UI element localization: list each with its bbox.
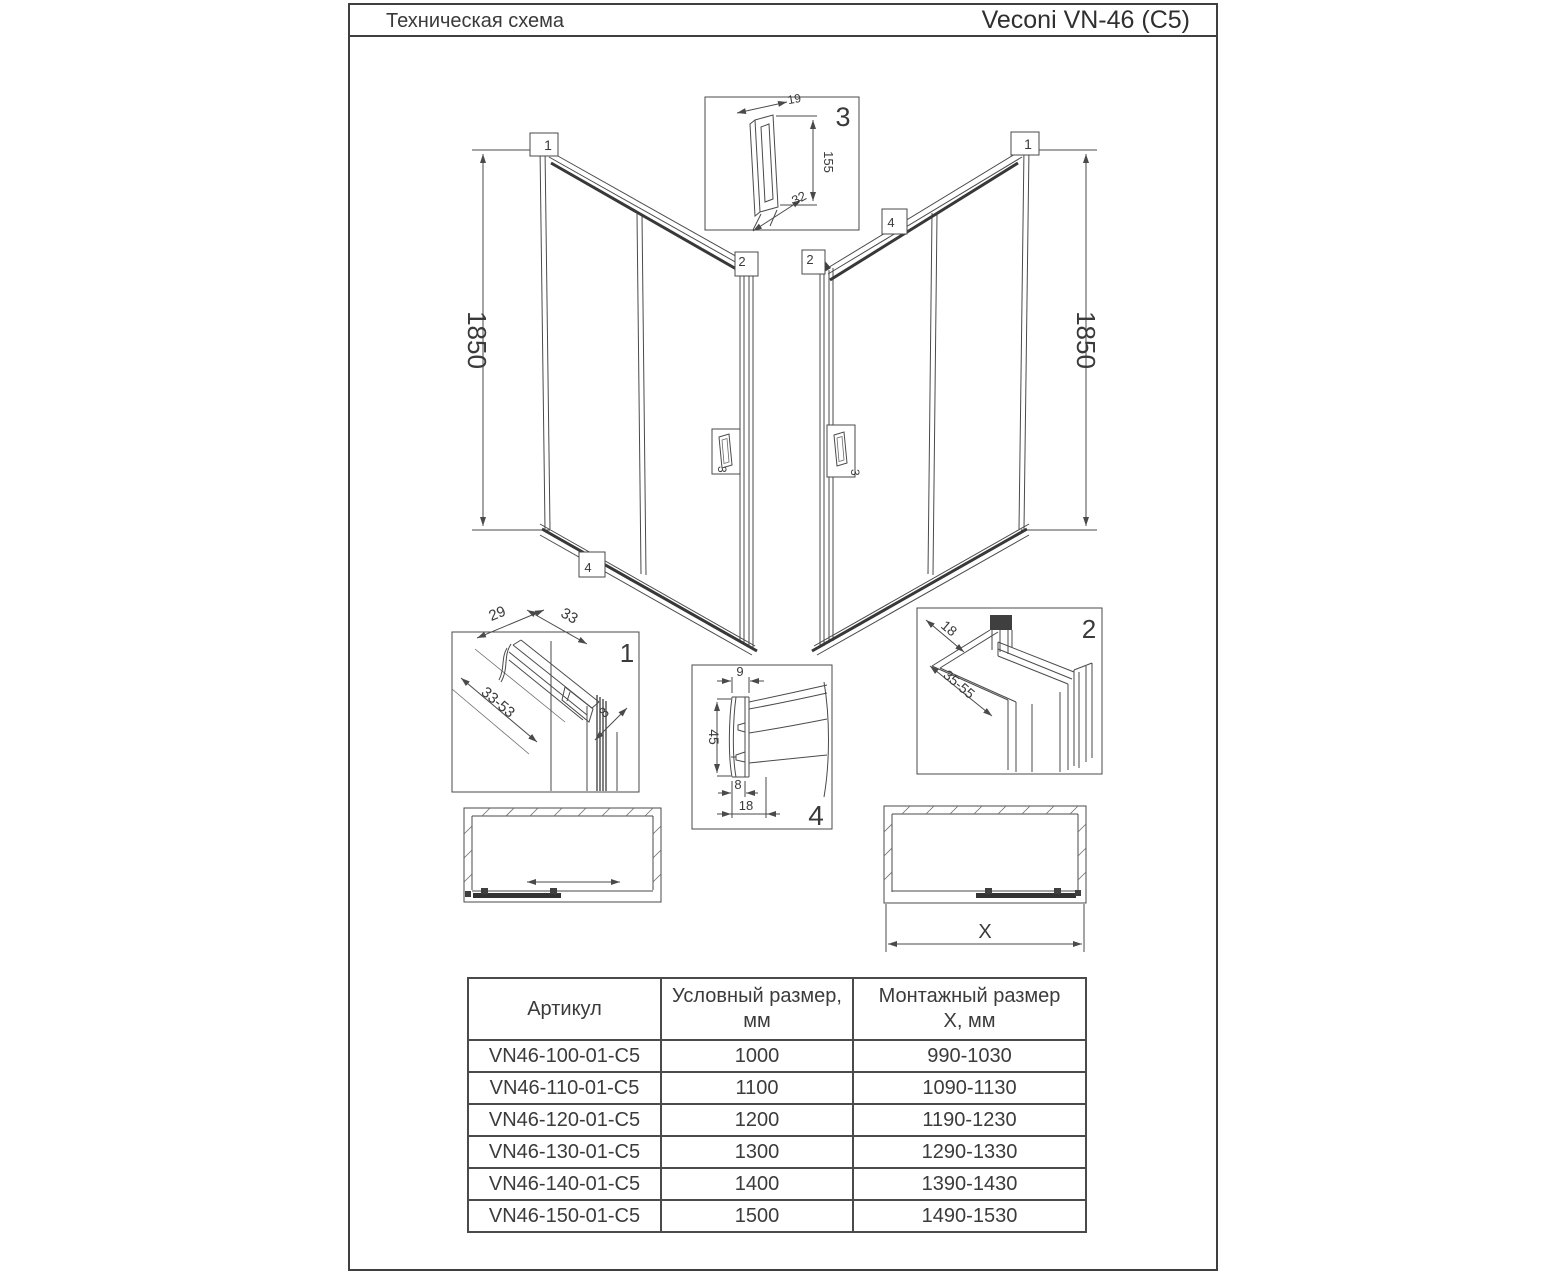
sliding-door [892, 888, 1081, 896]
cell-size: 1100 [661, 1072, 853, 1104]
cell-article: VN46-140-01-C5 [468, 1168, 661, 1200]
col-header-article: Артикул [468, 978, 661, 1040]
cell-mount: 990-1030 [853, 1040, 1086, 1072]
table-row [468, 1104, 1086, 1136]
callout-2: 2 [738, 254, 746, 269]
plan-view-right [872, 800, 1102, 960]
table-row [468, 1136, 1086, 1168]
dim-8: 8 [595, 703, 612, 721]
cell-size: 1000 [661, 1040, 853, 1072]
dim-35-55: 35-55 [940, 666, 979, 702]
table-row [468, 1072, 1086, 1104]
size-table [467, 977, 1087, 1233]
dim-18: 18 [938, 617, 961, 640]
cell-mount: 1390-1430 [853, 1168, 1086, 1200]
dim-9: 9 [736, 664, 744, 679]
callout-4: 4 [584, 560, 592, 575]
cell-article: VN46-150-01-C5 [468, 1200, 661, 1232]
detail-number: 1 [619, 638, 635, 668]
cell-mount: 1190-1230 [853, 1104, 1086, 1136]
table-header-row [468, 978, 1086, 1040]
cell-mount: 1090-1130 [853, 1072, 1086, 1104]
walls [464, 808, 661, 902]
callout-3: 3 [715, 466, 729, 473]
wall-profile-section [932, 615, 1092, 772]
height-dim-label: 1850 [1071, 311, 1101, 369]
cell-article: VN46-100-01-C5 [468, 1040, 661, 1072]
dim-155: 155 [821, 151, 836, 173]
dim-18: 18 [738, 798, 754, 813]
detail-frame [452, 632, 639, 792]
handle-callout [712, 429, 740, 474]
detail-number: 2 [1081, 614, 1097, 644]
sliding-door [465, 888, 653, 897]
callout-2: 2 [806, 252, 814, 267]
callout-3: 3 [848, 469, 862, 476]
dim-29: 29 [486, 602, 509, 625]
detail-4-drawing [687, 657, 837, 832]
cell-article: VN46-120-01-C5 [468, 1104, 661, 1136]
product-title: Veconi VN-46 (C5) [981, 6, 1190, 34]
table-row [468, 1040, 1086, 1072]
rail-profile-section [729, 682, 828, 797]
title-block [350, 5, 1216, 37]
dim-8: 8 [734, 777, 742, 792]
col-header-mount: Монтажный размер Х, мм [853, 978, 1086, 1040]
detail-number: 3 [835, 102, 851, 132]
cell-size: 1200 [661, 1104, 853, 1136]
plan-view-left [457, 800, 667, 910]
dim-33-53: 33-53 [477, 683, 519, 722]
callout-4: 4 [887, 215, 895, 230]
cell-article: VN46-110-01-C5 [468, 1072, 661, 1104]
handle-profile [750, 115, 778, 216]
cell-size: 1500 [661, 1200, 853, 1232]
table-row [468, 1168, 1086, 1200]
callout-1: 1 [544, 137, 552, 153]
dim-45: 45 [706, 729, 722, 745]
cell-size: 1400 [661, 1168, 853, 1200]
detail-2-drawing [912, 602, 1107, 782]
callout-box-4 [579, 552, 605, 577]
height-dim-label: 1850 [462, 311, 492, 369]
sill-profile-section [499, 640, 617, 791]
table-row [468, 1200, 1086, 1232]
dim-33: 33 [557, 604, 581, 628]
handle-callout [827, 425, 862, 477]
detail-3-drawing [697, 90, 872, 240]
detail-1-drawing [447, 592, 647, 802]
dim-x: X [978, 921, 992, 943]
doc-title: Техническая схема [386, 10, 565, 32]
dim-19: 19 [786, 91, 803, 108]
cell-article: VN46-130-01-C5 [468, 1136, 661, 1168]
cell-size: 1300 [661, 1136, 853, 1168]
callout-1: 1 [1024, 136, 1032, 152]
cell-mount: 1290-1330 [853, 1136, 1086, 1168]
dim-32: 32 [788, 188, 809, 209]
detail-number: 4 [808, 800, 824, 831]
col-header-size: Условный размер, мм [661, 978, 853, 1040]
cell-mount: 1490-1530 [853, 1200, 1086, 1232]
drawing-sheet [348, 3, 1218, 1271]
